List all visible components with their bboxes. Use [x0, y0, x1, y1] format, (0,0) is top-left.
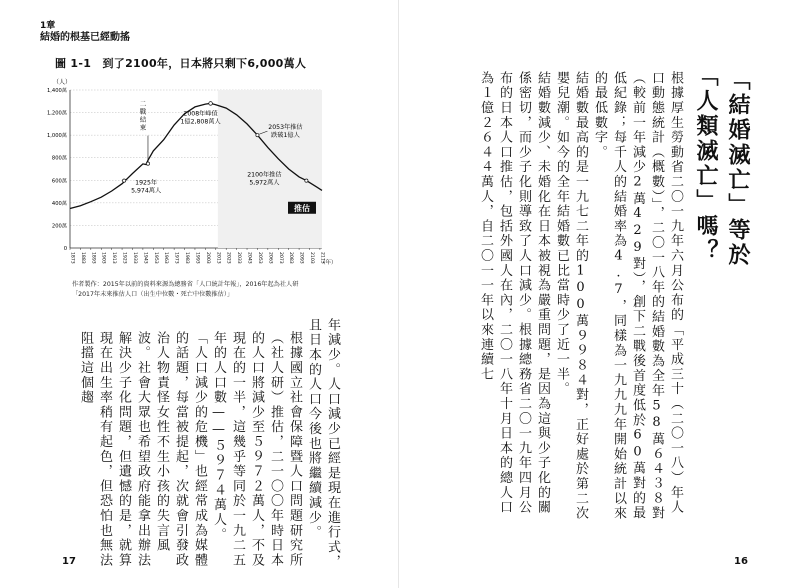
annotation-2053-line2: 跌破1億人 — [271, 132, 300, 140]
x-tick-label: 2113 — [319, 252, 325, 264]
x-tick-label: 2073 — [277, 252, 283, 264]
annotation-peak-line2: 1億2,808萬人 — [180, 118, 221, 126]
x-tick-label: 1873 — [69, 252, 75, 264]
annotation-point — [146, 162, 149, 165]
figure-note — [72, 280, 372, 300]
left-paragraph-2: 根據國立社會保障暨人口問題研究所（社人研）推估，二一〇〇年時日本的人口將減少至５９７２萬人，不及現在的一半，這幾乎等同於一九二五年的人口數——５９７４萬人。 — [211, 331, 302, 568]
x-axis-label: （年） — [320, 260, 337, 266]
right-paragraph-3: 結婚數減少、未婚化在日本被視為嚴重問題，是因為這與少子化的關係密切，而少子化則導致了人口減少。根據總務省二〇一九年四月公布的日本人口推估，包括外國人在內，二〇一八年十月日本的總人口為１億２６４４萬人，自二〇一一年以來連續七 — [478, 71, 550, 515]
annotation-wwii-char: 戰 — [139, 107, 147, 116]
x-tick-label: 1993 — [194, 252, 200, 264]
x-tick-label: 2023 — [225, 252, 231, 264]
chapter-header — [40, 20, 130, 44]
annotation-1925-line1: 1925年 — [135, 179, 158, 187]
x-tick-label: 1963 — [163, 252, 169, 264]
annotation-point — [256, 134, 259, 137]
annotation-wwii-char: 束 — [139, 123, 147, 132]
x-tick-label: 2033 — [236, 252, 242, 264]
y-tick-label: 1,400萬 — [46, 88, 67, 94]
x-tick-label: 1903 — [100, 252, 106, 264]
x-tick-label: 1893 — [90, 252, 96, 264]
left-body-text — [52, 318, 342, 576]
y-tick-label: 1,200萬 — [46, 110, 67, 117]
figure-title: 圖 1-1 到了2100年，日本將只剩下6,000萬人 — [55, 57, 307, 70]
population-chart — [40, 70, 340, 275]
x-tick-label: 2103 — [309, 252, 315, 264]
x-tick-label: 1973 — [173, 252, 179, 264]
right-paragraph-2: 結婚數最高的是一九七二年的100萬９９８４對，正好處於第二次嬰兒潮。如今的全年結婚數已比當時少了近一半。 — [554, 71, 588, 521]
section-heading — [693, 64, 753, 364]
y-axis-label: （人） — [52, 79, 72, 86]
x-tick-label: 2093 — [298, 252, 304, 264]
x-tick-label: 2053 — [256, 252, 262, 264]
x-tick-label: 1953 — [152, 252, 158, 264]
left-paragraph-3: 「人口減少的危機」也經常成為媒體的話題，每當被提起，次就會引發政治人物責怪女性不生小孩的失言風波。社會大眾也希望政府能拿出辦法解決少子化問題，但遺憾的是，就算現在出生率稍有起色，但恐怕也無法阻擋這個趨 — [78, 331, 207, 568]
chapter-title: 結婚的根基已經動搖 — [40, 32, 130, 43]
section-heading-line2: 「人類滅亡」嗎？ — [693, 64, 718, 264]
annotation-point — [123, 179, 126, 182]
y-tick-label: 600萬 — [51, 178, 67, 185]
x-tick-label: 2043 — [246, 252, 252, 264]
y-tick-label: 0 — [63, 246, 67, 252]
estimate-region — [218, 90, 322, 248]
figure-note-line2: 「2017年未來推估人口（出生中位數・死亡中位數推估）」 — [72, 291, 234, 298]
annotation-peak-line1: 2008年峰值 — [183, 110, 218, 118]
y-tick-label: 800萬 — [51, 155, 67, 162]
x-tick-label: 1913 — [111, 252, 117, 264]
annotation-2100-line2: 5,972萬人 — [249, 179, 280, 187]
right-paragraph-1: 根據厚生勞動省二〇一九年六月公布的「平成三十（二〇一八）年人口動態統計（概數）」，二〇一八年的結婚數為全年58萬６４３８對（較前一年減少2萬429對），創下二戰後首度低於60萬對的最低紀錄；每千人的結婚率為4.7，同樣為一九九九年開始統計以來的最低數字。 — [592, 71, 683, 521]
x-tick-label: 2063 — [267, 252, 273, 264]
y-tick-label: 400萬 — [51, 200, 67, 207]
x-tick-label: 1943 — [142, 252, 148, 264]
annotation-point — [209, 102, 213, 106]
chapter-number: 1章 — [40, 21, 56, 31]
annotation-wwii-char: 結 — [139, 115, 147, 124]
estimate-label: 推估 — [294, 203, 310, 213]
left-page — [0, 0, 399, 588]
x-tick-label: 1933 — [131, 252, 137, 264]
x-tick-label: 2083 — [288, 252, 294, 264]
y-tick-label: 200萬 — [51, 223, 67, 230]
y-tick-label: 1,000萬 — [46, 133, 67, 140]
left-paragraph-1: 年減少。人口減少已經是現在進行式，且日本的人口今後也將繼續減少。 — [306, 318, 340, 570]
section-heading-line1: 「結婚滅亡」等於 — [725, 68, 750, 268]
x-tick-label: 1883 — [79, 252, 85, 264]
annotation-2053-line1: 2053年推估 — [268, 124, 303, 132]
x-tick-label: 2003 — [204, 252, 210, 264]
page-number-left: 17 — [62, 556, 76, 567]
annotation-point — [305, 179, 308, 182]
x-tick-label: 1983 — [184, 252, 190, 264]
x-tick-label: 2013 — [215, 252, 221, 264]
annotation-1925-line2: 5,974萬人 — [131, 187, 162, 195]
annotation-wwii-char: 二 — [139, 99, 147, 108]
page-number-right: 16 — [734, 556, 748, 567]
right-body-text — [463, 58, 685, 528]
figure-note-line1: 作者製作：2015年以前的資料來源為總務省「人口統計年報」，2016年起為社人研 — [72, 281, 299, 288]
annotation-2100-line1: 2100年推估 — [247, 171, 282, 179]
x-tick-label: 1923 — [121, 252, 127, 264]
